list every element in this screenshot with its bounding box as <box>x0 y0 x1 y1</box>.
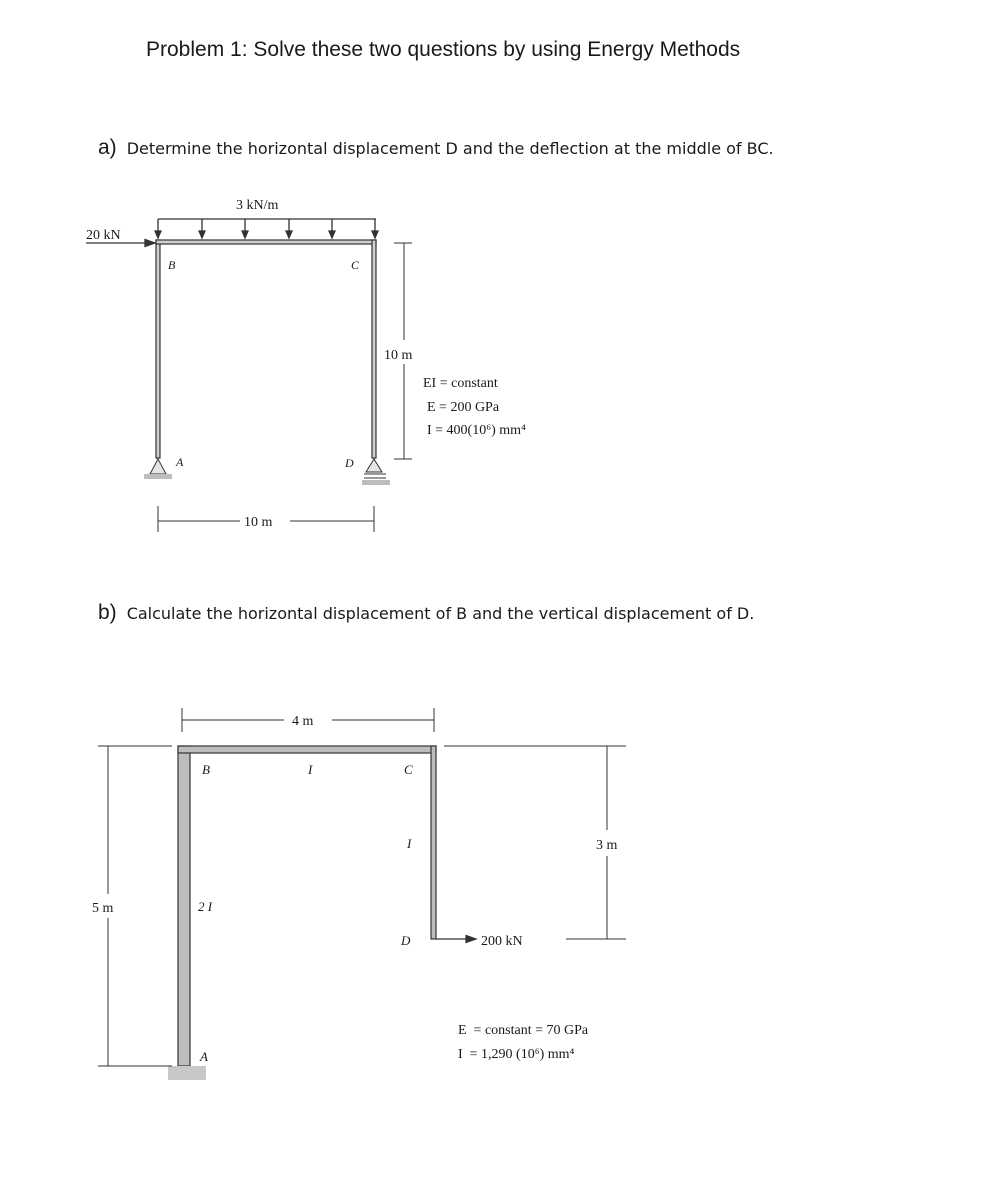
node-d-label: D <box>401 933 411 948</box>
span-dimension-label: 10 m <box>244 515 273 530</box>
question-a-label: a) <box>98 136 117 159</box>
distributed-load-label: 3 kN/m <box>236 198 279 213</box>
prop-e: E = 200 GPa <box>427 400 500 415</box>
point-load-arrow-b <box>436 936 476 943</box>
member-cd-moment-label: I <box>407 836 412 851</box>
prop-i-b: I = 1,290 (10⁶) mm⁴ <box>458 1047 575 1062</box>
node-c-label: C <box>351 258 360 272</box>
node-b-label: B <box>168 258 176 272</box>
fixed-support-a <box>168 1066 206 1080</box>
column-ab <box>178 746 190 1066</box>
beam-bc <box>178 746 436 753</box>
question-b-text: Calculate the horizontal displacement of B and the vertical displacement of D. <box>126 604 755 623</box>
page-title: Problem 1: Solve these two questions by using Energy Methods <box>146 38 741 61</box>
point-load-b-label: 200 kN <box>481 934 523 949</box>
node-c-label: C <box>404 762 413 777</box>
prop-e-b: E = constant = 70 GPa <box>458 1023 589 1038</box>
question-a-text: Determine the horizontal displacement D and the deflection at the middle of BC. <box>126 139 774 158</box>
height-left-label: 5 m <box>92 901 114 916</box>
member-ab-moment-label: 2 I <box>198 899 213 914</box>
node-a-label: A <box>176 455 184 469</box>
point-load-label: 20 kN <box>86 228 121 243</box>
member-bc-moment-label: I <box>308 762 313 777</box>
node-a-label: A <box>200 1049 208 1064</box>
height-dimension-label: 10 m <box>384 348 413 363</box>
height-right-label: 3 m <box>596 838 618 853</box>
question-b-label: b) <box>98 601 117 624</box>
column-cd <box>431 746 436 939</box>
node-b-label: B <box>202 762 210 777</box>
prop-i: I = 400(10⁶) mm⁴ <box>427 423 526 438</box>
prop-ei: EI = constant <box>423 376 498 391</box>
node-d-label: D <box>345 456 354 470</box>
frame-b-members <box>178 746 436 1066</box>
span-dimension-b-label: 4 m <box>292 714 314 729</box>
